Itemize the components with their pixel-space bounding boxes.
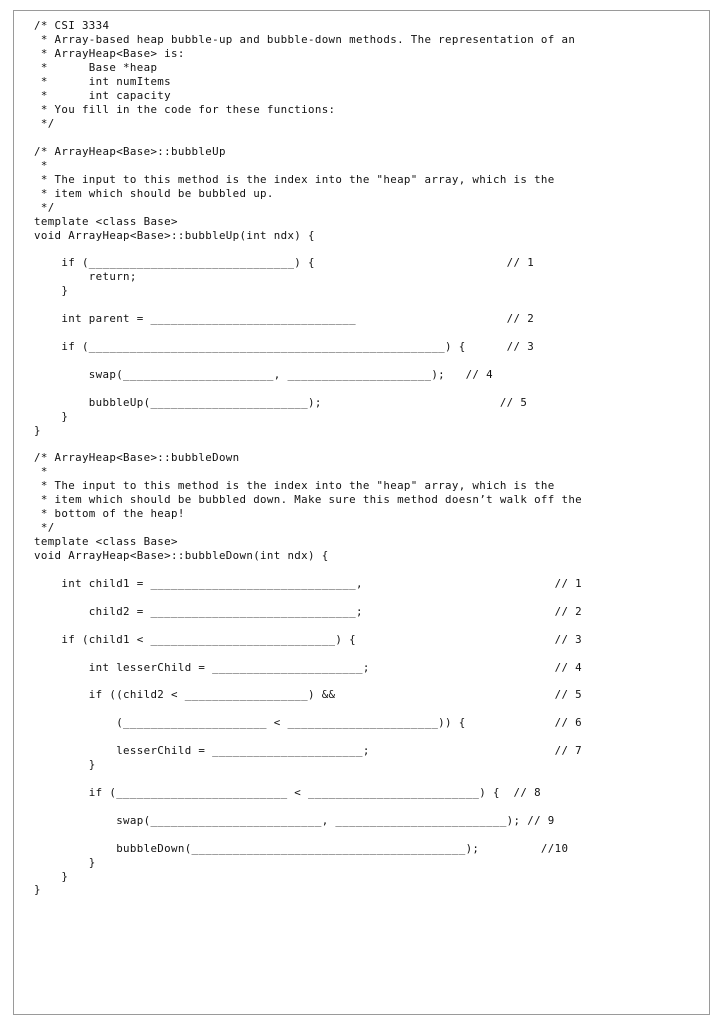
code-line: swap(_________________________, _________________________); // 9 <box>34 814 555 827</box>
code-line: * int numItems <box>34 75 172 88</box>
code-line: } <box>34 410 69 423</box>
code-line: lesserChild = ______________________; // 7 <box>34 744 583 757</box>
code-line: */ <box>34 117 55 130</box>
code-line: * item which should be bubbled up. <box>34 187 274 200</box>
code-line: } <box>34 870 69 883</box>
code-line: return; <box>34 270 137 283</box>
code-line: int lesserChild = ______________________; // 4 <box>34 661 583 674</box>
code-line: template <class Base> <box>34 535 178 548</box>
code-line: * Array-based heap bubble-up and bubble-down methods. The representation of an <box>34 33 576 46</box>
code-line: /* ArrayHeap<Base>::bubbleDown <box>34 451 240 464</box>
code-line: /* CSI 3334 <box>34 19 110 32</box>
code-line: * ArrayHeap<Base> is: <box>34 47 185 60</box>
code-line: * bottom of the heap! <box>34 507 185 520</box>
code-line: } <box>34 883 41 896</box>
code-line: */ <box>34 521 55 534</box>
code-line: */ <box>34 201 55 214</box>
code-line: * The input to this method is the index into the "heap" array, which is the <box>34 173 555 186</box>
code-line: * You fill in the code for these functions: <box>34 103 336 116</box>
code-line: if (____________________________________________________) { // 3 <box>34 340 535 353</box>
code-line: template <class Base> <box>34 215 178 228</box>
code-line: /* ArrayHeap<Base>::bubbleUp <box>34 145 226 158</box>
code-line: * Base *heap <box>34 61 158 74</box>
code-line: } <box>34 856 96 869</box>
code-line: * item which should be bubbled down. Make sure this method doesn’t walk off the <box>34 493 583 506</box>
code-line: void ArrayHeap<Base>::bubbleUp(int ndx) { <box>34 229 315 242</box>
code-line: } <box>34 284 69 297</box>
code-line: if (_________________________ < _________________________) { // 8 <box>34 786 541 799</box>
code-line: * <box>34 465 48 478</box>
code-line: } <box>34 424 41 437</box>
code-line: bubbleDown(________________________________________); //10 <box>34 842 569 855</box>
code-line: if (child1 < ___________________________) { // 3 <box>34 633 583 646</box>
code-line: int child1 = ______________________________, // 1 <box>34 577 583 590</box>
code-line: swap(______________________, _____________________); // 4 <box>34 368 493 381</box>
code-line: (_____________________ < ______________________)) { // 6 <box>34 716 583 729</box>
code-line: } <box>34 758 96 771</box>
code-line: int parent = ______________________________ // 2 <box>34 312 535 325</box>
code-worksheet <box>13 10 710 1015</box>
code-line: if ((child2 < __________________) && // 5 <box>34 688 583 701</box>
code-line: * <box>34 159 48 172</box>
code-line: void ArrayHeap<Base>::bubbleDown(int ndx) { <box>34 549 329 562</box>
code-line: child2 = ______________________________; // 2 <box>34 605 583 618</box>
code-line: * The input to this method is the index into the "heap" array, which is the <box>34 479 555 492</box>
code-line: bubbleUp(_______________________); // 5 <box>34 396 528 409</box>
code-line: * int capacity <box>34 89 172 102</box>
code-line: if (______________________________) { // 1 <box>34 256 535 269</box>
